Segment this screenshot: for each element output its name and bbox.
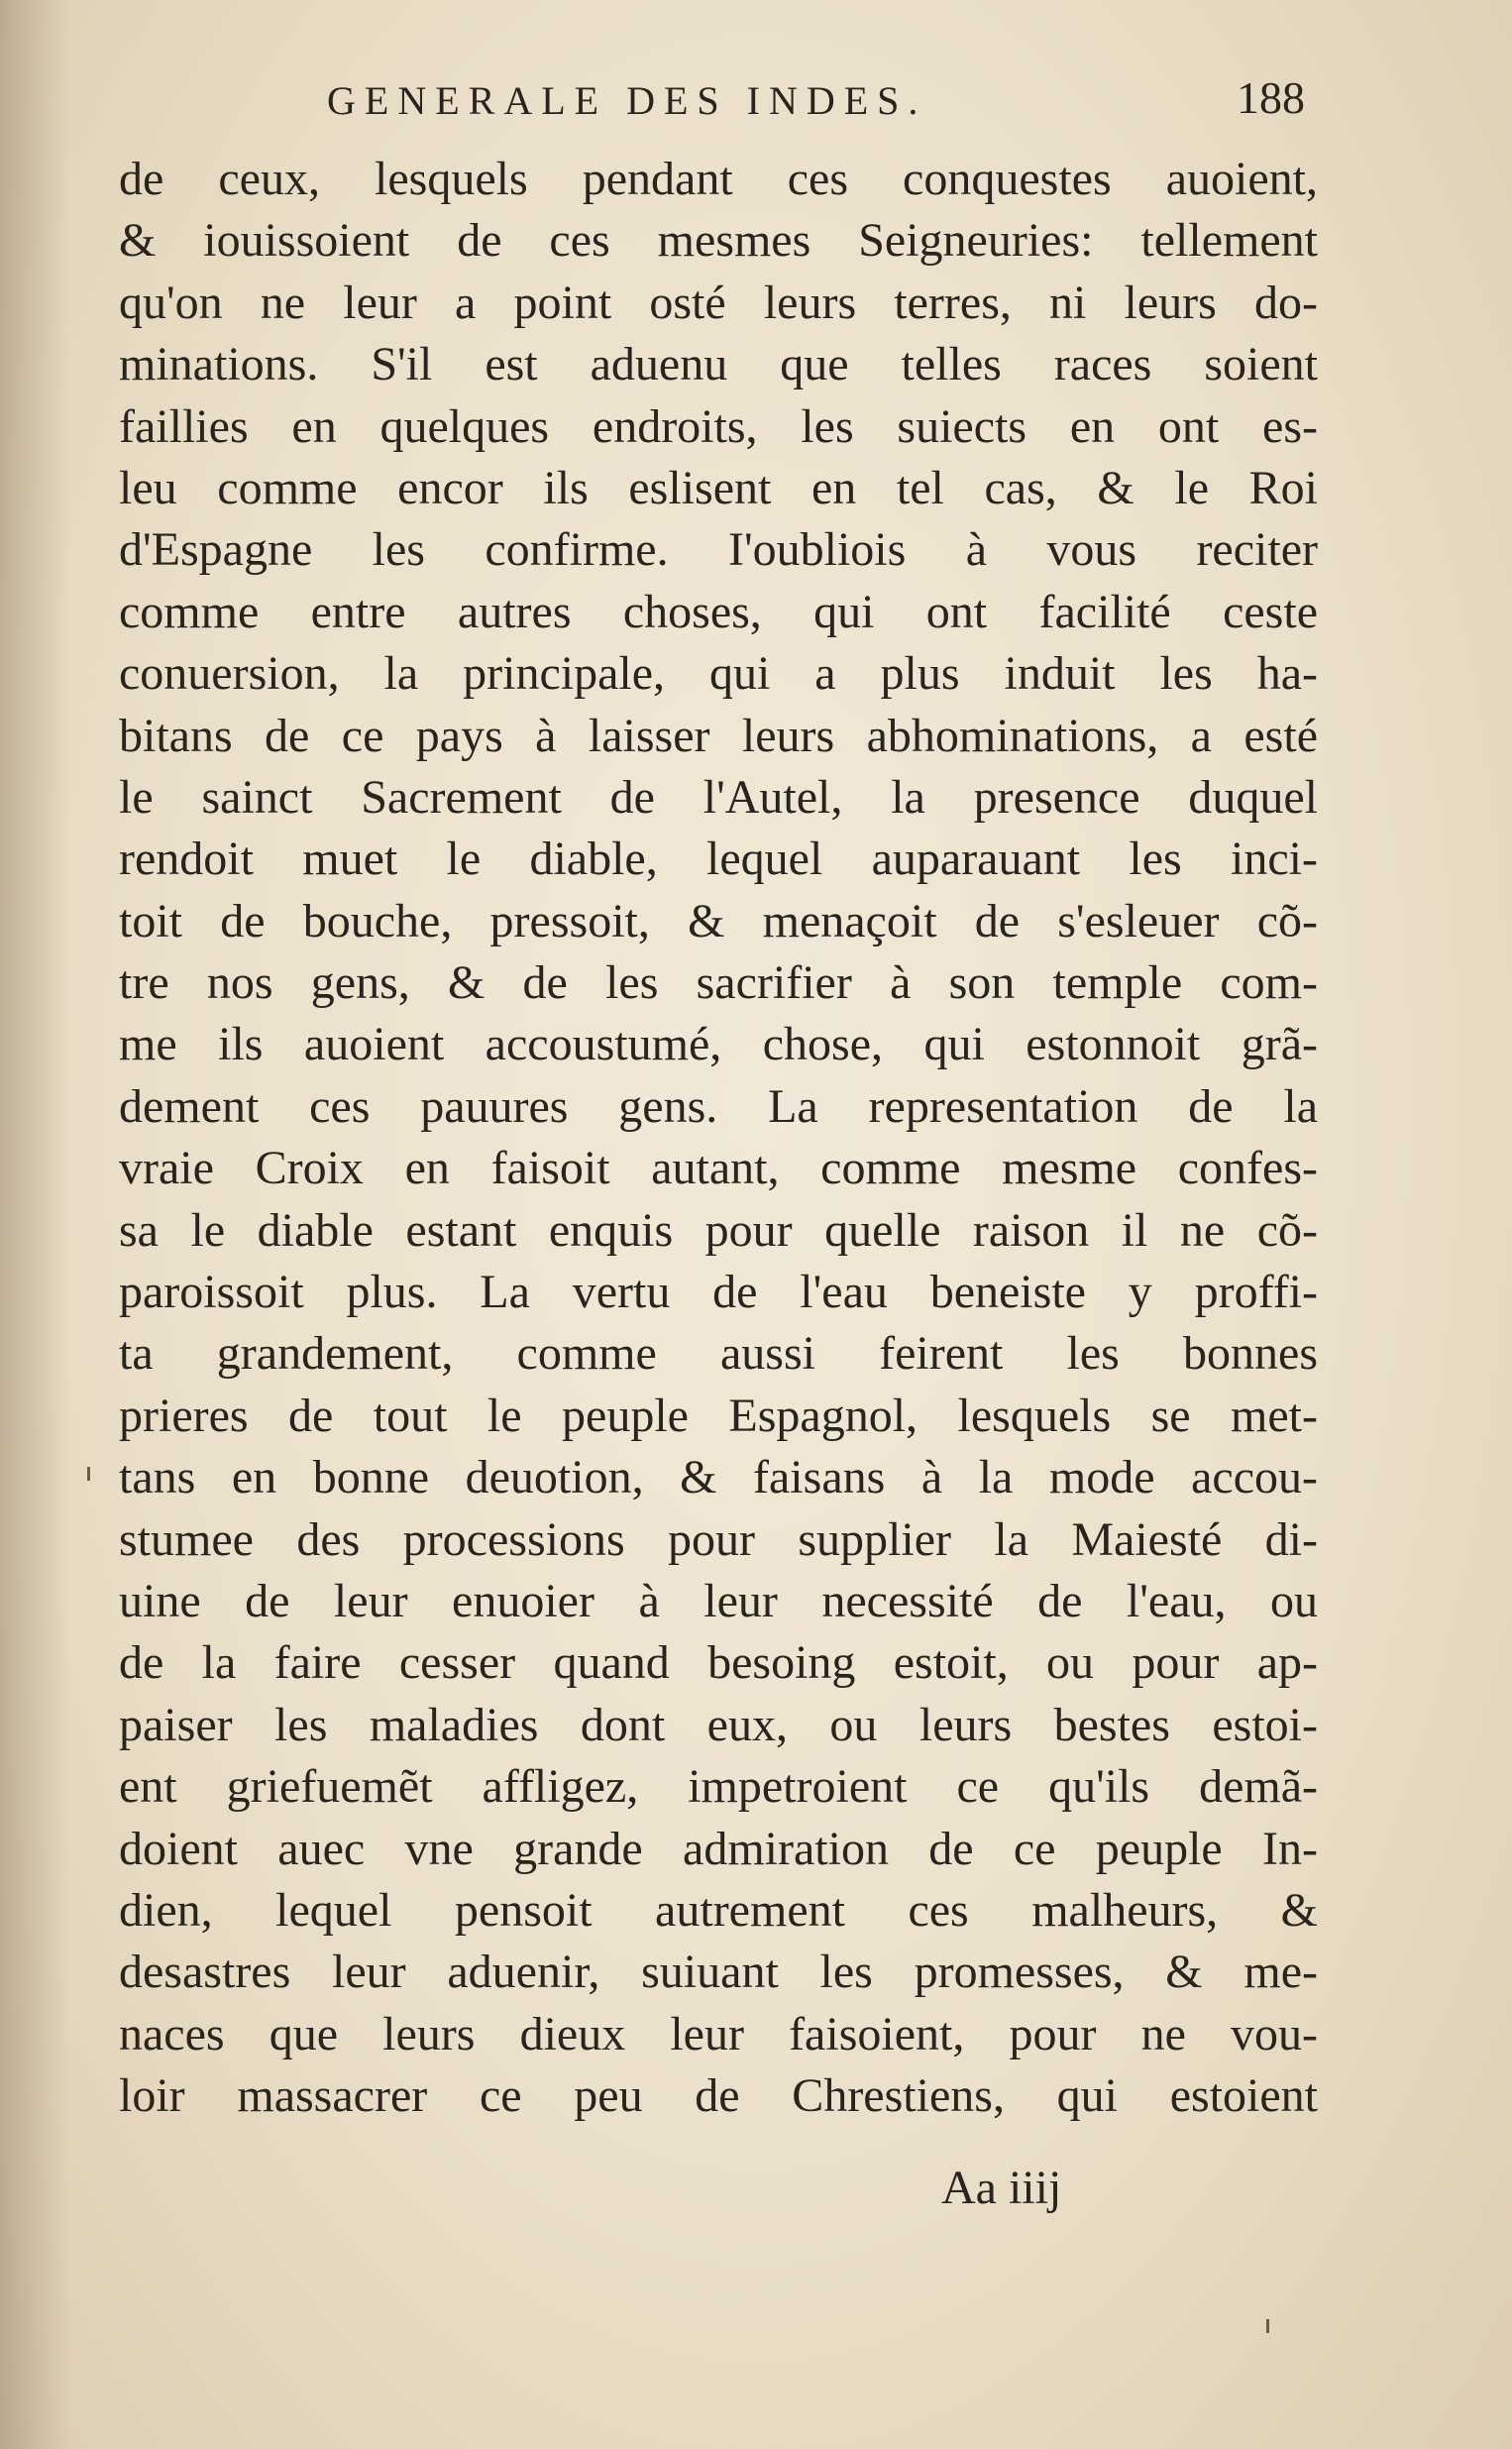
text-line: & iouissoient de ces mesmes Seigneuries: tellement	[119, 214, 1318, 268]
gutter-shadow	[0, 0, 69, 2449]
text-line: naces que leurs dieux leur faisoient, pour ne vou-	[119, 2007, 1318, 2060]
text-line: bitans de ce pays à laisser leurs abhominations, a esté	[119, 709, 1318, 762]
text-line: conuersion, la principale, qui a plus induit les ha-	[119, 647, 1318, 701]
text-line: faillies en quelques endroits, les suiects en ont es-	[119, 399, 1318, 453]
text-line: ent griefuemẽt affligez, impetroient ce qu'ils demã-	[119, 1760, 1318, 1814]
text-line: rendoit muet le diable, lequel auparauant les inci-	[119, 833, 1318, 886]
signature-mark: Aa iiij	[941, 2162, 1062, 2214]
text-line: dement ces pauures gens. La representation de la	[119, 1079, 1318, 1133]
text-line: dien, lequel pensoit autrement ces malheurs, &	[119, 1883, 1318, 1937]
text-line: desastres leur aduenir, suiuant les promesses, & me-	[119, 1946, 1318, 1999]
text-line: stumee des processions pour supplier la Maiesté di-	[119, 1512, 1318, 1566]
text-line: ta grandement, comme aussi feirent les bonnes	[119, 1327, 1318, 1381]
text-line: tans en bonne deuotion, & faisans à la mode accou-	[119, 1451, 1318, 1504]
text-line: de ceux, lesquels pendant ces conquestes auoient,	[119, 153, 1318, 205]
text-line: qu'on ne leur a point osté leurs terres, ni leurs do-	[119, 276, 1318, 329]
text-line: sa le diable estant enquis pour quelle raison il ne cõ-	[119, 1203, 1318, 1257]
text-line: uine de leur enuoier à leur necessité de l'eau, ou	[119, 1574, 1318, 1627]
running-title: GENERALE DES INDES.	[327, 78, 927, 123]
page-number: 188	[1237, 72, 1305, 123]
text-line: minations. S'il est aduenu que telles races soient	[119, 338, 1318, 391]
text-line: le sainct Sacrement de l'Autel, la presence duquel	[119, 770, 1318, 824]
text-line: toit de bouche, pressoit, & menaçoit de s'esleuer cõ-	[119, 894, 1318, 947]
paper-speck	[87, 1467, 90, 1481]
text-line: d'Espagne les confirme. I'oubliois à vous reciter	[119, 523, 1318, 577]
text-line: tre nos gens, & de les sacrifier à son temple com-	[119, 956, 1318, 1010]
text-line: doient auec vne grande admiration de ce peuple In-	[119, 1822, 1318, 1875]
text-line: loir massacrer ce peu de Chrestiens, qui estoient	[119, 2069, 1318, 2123]
text-line: prieres de tout le peuple Espagnol, lesquels se met-	[119, 1389, 1318, 1442]
text-line: comme entre autres choses, qui ont facilité ceste	[119, 585, 1318, 638]
paper-speck	[1266, 2319, 1269, 2333]
text-line: me ils auoient accoustumé, chose, qui estonnoit grã-	[119, 1018, 1318, 1071]
text-line: paiser les maladies dont eux, ou leurs bestes estoi-	[119, 1698, 1318, 1751]
body-text	[119, 149, 1318, 2128]
text-line: leu comme encor ils eslisent en tel cas, & le Roi	[119, 461, 1318, 514]
text-line: paroissoit plus. La vertu de l'eau beneiste y proffi-	[119, 1266, 1318, 1319]
text-line: vraie Croix en faisoit autant, comme mesme confes-	[119, 1142, 1318, 1195]
text-line: de la faire cesser quand besoing estoit, ou pour ap-	[119, 1636, 1318, 1690]
